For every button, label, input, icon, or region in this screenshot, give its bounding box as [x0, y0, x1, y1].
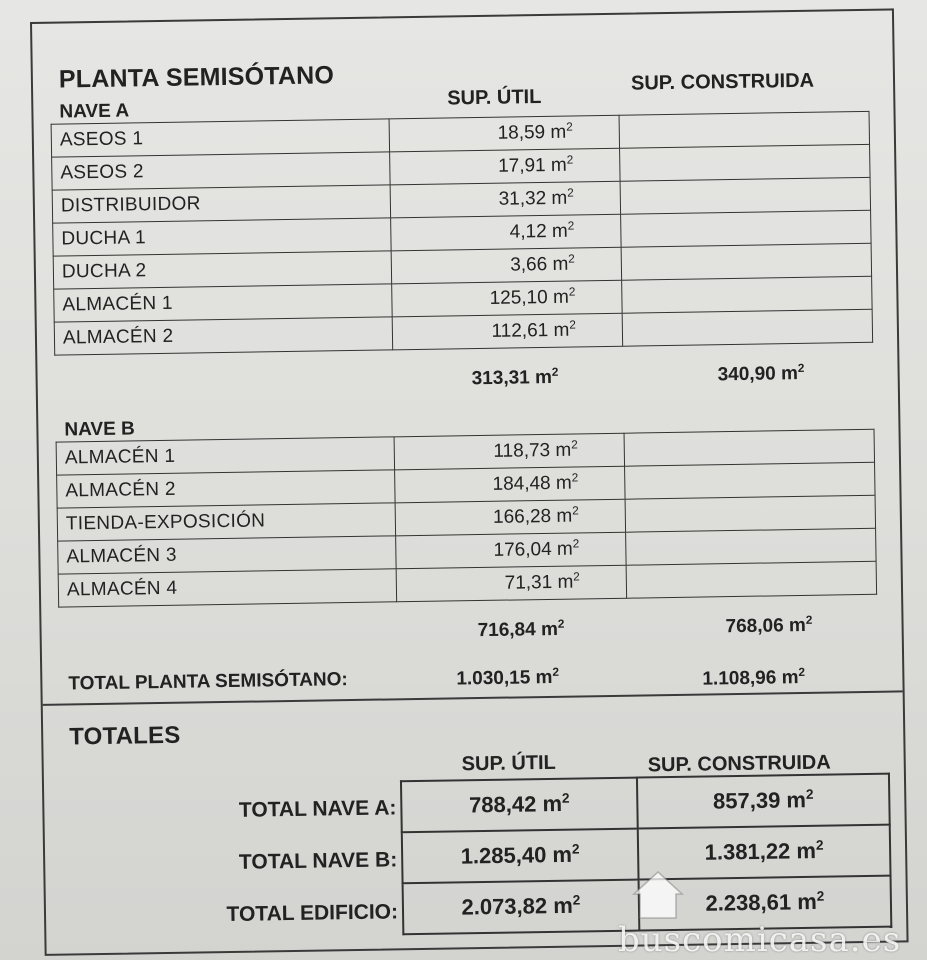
totales-construida: 2.238,61 $m^2$: [639, 876, 892, 931]
nave-a-sum-util: 313,31 $m^2$: [471, 365, 559, 390]
totales-label-b: TOTAL NAVE B:: [238, 848, 398, 874]
room-construida: [620, 177, 870, 214]
totales-construida: 1.381,22 $m^2$: [638, 825, 891, 880]
room-util: 125,10 $m^2$: [392, 280, 622, 317]
room-util: 4,12 $m^2$: [391, 214, 621, 251]
totales-util: 788,42 $m^2$: [401, 778, 638, 833]
total-planta-label: TOTAL PLANTA SEMISÓTANO:: [68, 669, 348, 695]
room-construida: [621, 243, 871, 280]
document-frame: [30, 8, 909, 955]
totales-util: 1.285,40 $m^2$: [402, 829, 639, 884]
totales-header-construida: SUP. CONSTRUIDA: [647, 751, 831, 777]
nave-a-table: [51, 111, 874, 356]
page-title: PLANTA SEMISÓTANO: [58, 61, 335, 94]
totales-title: TOTALES: [69, 721, 181, 751]
watermark-text: buscomicasa.es: [618, 920, 902, 960]
room-construida: [624, 429, 874, 466]
room-util: 112,61 $m^2$: [392, 313, 622, 350]
room-name: TIENDA-EXPOSICIÓN: [57, 503, 395, 541]
room-name: ALMACÉN 2: [54, 317, 392, 355]
room-util: 176,04 $m^2$: [396, 532, 626, 569]
room-construida: [622, 309, 872, 346]
totales-construida: 857,39 $m^2$: [637, 774, 890, 829]
room-name: ASEOS 1: [51, 119, 389, 157]
room-name: ALMACÉN 3: [58, 536, 396, 574]
room-construida: [620, 144, 870, 181]
room-util: 17,91 $m^2$: [390, 148, 620, 185]
nave-b-label: NAVE B: [64, 418, 135, 441]
room-construida: [625, 462, 875, 499]
room-name: ALMACÉN 1: [54, 284, 392, 322]
totales-row: [401, 774, 890, 833]
room-util: 31,32 $m^2$: [390, 181, 620, 218]
nave-b-table: [56, 429, 878, 608]
room-construida: [625, 495, 875, 532]
nave-b-sum-construida: 768,06 $m^2$: [725, 613, 813, 638]
totales-label-a: TOTAL NAVE A:: [238, 796, 397, 822]
total-planta-construida: 1.108,96 $m^2$: [702, 665, 806, 690]
room-construida: [626, 561, 876, 598]
total-planta-util: 1.030,15 $m^2$: [456, 665, 560, 690]
room-construida: [622, 276, 872, 313]
room-util: 118,73 $m^2$: [394, 433, 624, 470]
totales-util: 2.073,82 $m^2$: [403, 880, 640, 935]
totales-header-util: SUP. ÚTIL: [461, 751, 556, 776]
room-name: DUCHA 2: [53, 251, 391, 289]
room-name: DUCHA 1: [53, 218, 391, 256]
nave-a-label: NAVE A: [59, 100, 130, 123]
room-util: 18,59 $m^2$: [389, 115, 619, 152]
room-name: ASEOS 2: [52, 152, 390, 190]
room-util: 166,28 $m^2$: [395, 499, 625, 536]
watermark-house-icon: [628, 864, 688, 924]
header-util: SUP. ÚTIL: [447, 85, 542, 110]
room-name: ALMACÉN 4: [58, 569, 396, 607]
room-util: 184,48 $m^2$: [395, 466, 625, 503]
room-util: 71,31 $m^2$: [396, 565, 626, 602]
room-name: DISTRIBUIDOR: [52, 185, 390, 223]
nave-a-sum-construida: 340,90 $m^2$: [717, 361, 805, 386]
room-name: ALMACÉN 1: [56, 437, 394, 475]
room-util: 3,66 $m^2$: [391, 247, 621, 284]
nave-b-sum-util: 716,84 $m^2$: [477, 617, 565, 642]
room-construida: [621, 210, 871, 247]
header-construida: SUP. CONSTRUIDA: [630, 69, 815, 95]
room-construida: [626, 528, 876, 565]
room-construida: [619, 111, 869, 148]
totales-label-edificio: TOTAL EDIFICIO:: [226, 900, 399, 927]
room-name: ALMACÉN 2: [57, 470, 395, 508]
